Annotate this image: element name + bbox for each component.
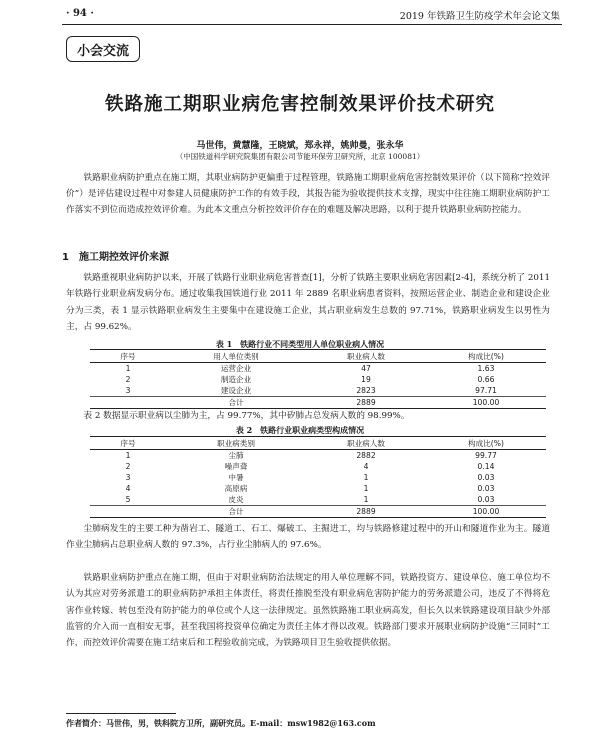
table-header-cell: 职业病类别 [166, 437, 306, 450]
author-footnote: 作者简介：马世伟，男，铁科院方卫所，副研究员。E-mail：msw1982@163.com [66, 718, 376, 728]
table-header-cell: 构成比(%) [426, 350, 546, 363]
table-cell: 合计 [166, 506, 306, 518]
table-total-row [90, 397, 546, 409]
table-cell: 19 [361, 375, 371, 384]
table-cell: 中暑 [228, 473, 244, 482]
paragraph-2: 尘肺病发生的主要工种为凿岩工、隧道工、石工、爆破工、主掘进工，均与铁路修建过程中的开山和隧道作业为主。隧道作业尘肺病占总职业病人数的 97.3%，占行业尘肺病人的 97.6%。 [66, 524, 550, 551]
table-cell: 尘肺 [228, 451, 244, 460]
table-cell: 2 [125, 375, 131, 384]
footnote-rule [66, 713, 176, 714]
table-header-cell: 职业病人数 [306, 350, 426, 363]
table-header-cell: 用人单位类别 [166, 350, 306, 363]
paper-title: 铁路施工期职业病危害控制效果评价技术研究 [104, 94, 495, 115]
table-cell: 4 [125, 484, 131, 493]
table-row [90, 461, 546, 472]
table-row [90, 483, 546, 494]
table-cell: 100.00 [426, 397, 546, 409]
table-cell: 0.14 [477, 462, 495, 471]
table-cell: 97.71 [475, 386, 497, 395]
table-header-cell: 序号 [90, 437, 166, 450]
header-rule [62, 24, 562, 25]
table-cell: 合计 [166, 397, 306, 409]
table-cell: 4 [363, 462, 369, 471]
paragraph-3: 铁路职业病防护重点在施工期，但由于对职业病防治法规定的用人单位理解不同，铁路投资方、建设单位、施工单位均不认为其应对劳务派遣工的职业病防护承担主体责任，将责任推脱至没有职业病危害防护能力的劳务派遣公司，违反了不得将危害作业转嫁、转包至没有防护能力的单位或个人这一法律规定。虽然铁路施工职业病高发，但长久以来铁路建设项目缺少外部监管的介入而一直相安无事，甚至我国将投资单位确定为责任主体才得以改观。铁路部门要求开展职业病防护设施“三同时”工作，而控效评价需要在施工结束后和工程验收前完成，为铁路项目卫生验收提供依据。 [66, 573, 550, 649]
table-cell: 建设企业 [220, 386, 252, 395]
table-cell: 2889 [306, 506, 426, 518]
table-header-row [90, 437, 546, 450]
journal-title: 2019 年铁路卫生防疫学术年会论文集 [399, 11, 560, 22]
table-cell: 1.63 [477, 364, 495, 373]
table-cell: 0.03 [477, 484, 495, 493]
table-cell: 2889 [306, 397, 426, 409]
table-cell: 0.66 [477, 375, 495, 384]
table-cell: 1 [363, 484, 369, 493]
table-cell: 5 [125, 495, 131, 504]
table-2-caption: 表 2 铁路行业职业病类型构成情况 [235, 425, 365, 435]
table-cell: 2 [125, 462, 131, 471]
table-cell: 运营企业 [220, 364, 252, 373]
running-header [66, 6, 560, 24]
table-row [90, 450, 546, 462]
table-1-caption: 表 1 铁路行业不同类型用人单位职业病人情况 [215, 339, 385, 349]
table-cell: 2823 [356, 386, 376, 395]
page-number: · 94 · [66, 8, 94, 19]
table-row [90, 472, 546, 483]
table-cell: 噪声聋 [224, 462, 248, 471]
table-row [90, 494, 546, 506]
section-number: 1 [62, 252, 69, 263]
table-cell: 0.03 [477, 473, 495, 482]
table-cell: 3 [125, 473, 131, 482]
table-header-cell: 序号 [90, 350, 166, 363]
table-cell: 皮炎 [228, 495, 244, 504]
table-row [90, 363, 546, 375]
table-cell: 2882 [356, 451, 376, 460]
table-cell [90, 397, 166, 409]
table-cell [90, 506, 166, 518]
affiliation: （中国铁道科学研究院集团有限公司节能环保劳卫研究所，北京 100081） [175, 152, 425, 161]
table-header-row [90, 350, 546, 363]
table-header-cell: 职业病人数 [306, 437, 426, 450]
table-cell: 100.00 [426, 506, 546, 518]
table-cell: 99.77 [475, 451, 497, 460]
abstract: 铁路职业病防护重点在施工期，其职业病防护更偏重于过程管理，铁路施工期职业病危害控制效果评价（以下简称“控效评价”）是评估建设过程中对参建人员健康防护工作的有效手段，其报告能为验收提供技术支撑，现实中往往施工期职业病防护工作落实不到位而造成控效评价难。为此本文重点分析控效评价存在的难题及解决思路，以利于提升铁路职业病防控能力。 [66, 173, 550, 215]
table-header-cell: 构成比(%) [426, 437, 546, 450]
paragraph-table2-intro: 表 2 数据显示职业病以尘肺为主，占 99.77%，其中矽肺占总发病人数的 98.99%。 [83, 411, 410, 421]
table-cell: 47 [361, 364, 371, 373]
table-cell: 1 [125, 451, 131, 460]
table-row [90, 385, 546, 397]
table-2 [90, 436, 546, 518]
table-1 [90, 349, 546, 409]
section-title: 施工期控效评价来源 [78, 252, 169, 263]
table-cell: 1 [363, 495, 369, 504]
section-heading [62, 248, 179, 263]
table-cell: 1 [125, 364, 131, 373]
table-row [90, 374, 546, 385]
table-cell: 1 [363, 473, 369, 482]
table-total-row [90, 506, 546, 518]
table-cell: 3 [125, 386, 131, 395]
authors: 马世伟，黄慧隆，王晓斌，郑永祥，姚帅曼，张永华 [196, 141, 404, 151]
paragraph-1: 铁路重视职业病防护以来，开展了铁路行业职业病危害普查[1]，分析了铁路主要职业病危害因素[2-4]，系统分析了 2011 年铁路行业职业病发病分布。通过收集我国铁道行业 2011 年 2889 名职业病患者资料，按照运营企业、制造企业和建设企业分为三类，表 1 显示铁路职业病发生主要集中在建设施工企业，其占职业病发生总数的 97.71%，铁路职业病发生以男性为主，占 99.62%。 [66, 273, 550, 332]
table-cell: 制造企业 [220, 375, 252, 384]
table-cell: 高原病 [224, 484, 248, 493]
table-cell: 0.03 [477, 495, 495, 504]
column-tag: 小会交流 [66, 36, 140, 62]
